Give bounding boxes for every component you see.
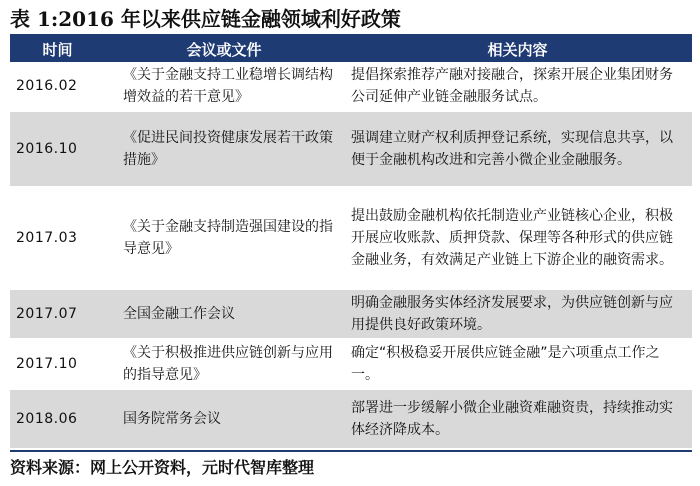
row-document: 全国金融工作会议 — [123, 306, 235, 322]
header-document: 会议或文件 — [186, 40, 262, 59]
policy-table — [10, 62, 692, 450]
row-date: 2016.10 — [16, 141, 78, 157]
table-row — [10, 62, 692, 112]
row-date: 2017.07 — [16, 306, 78, 322]
table-title: 表 1:2016 年以来供应链金融领域利好政策 — [10, 7, 401, 31]
row-document: 《促进民间投资健康发展若干政策措施》 — [123, 130, 333, 168]
header-content: 相关内容 — [487, 40, 548, 59]
header-time: 时间 — [42, 40, 73, 59]
row-date: 2016.02 — [16, 78, 78, 94]
row-content: 明确金融服务实体经济发展要求，为供应链创新与应用提供良好政策环境。 — [351, 295, 673, 333]
row-document: 《关于积极推进供应链创新与应用的指导意见》 — [123, 345, 333, 383]
row-content: 确定“积极稳妥开展供应链金融”是六项重点工作之一。 — [351, 345, 660, 383]
table-header — [10, 36, 692, 62]
table-row — [10, 290, 692, 340]
table-row — [10, 340, 692, 390]
table-row — [10, 112, 692, 188]
row-document: 《关于金融支持工业稳增长调结构增效益的若干意见》 — [123, 67, 333, 105]
row-content: 提出鼓励金融机构依托制造业产业链核心企业，积极开展应收账款、质押贷款、保理等各种形式的供应链金融业务，有效满足产业链上下游企业的融资需求。 — [351, 208, 673, 268]
row-content: 提倡探索推荐产融对接融合，探索开展企业集团财务公司延伸产业链金融服务试点。 — [351, 67, 673, 105]
row-content: 部署进一步缓解小微企业融资难融资贵，持续推动实体经济降成本。 — [351, 400, 673, 438]
bottom-rule — [10, 450, 692, 452]
row-document: 国务院常务会议 — [123, 411, 221, 427]
row-date: 2018.06 — [16, 411, 78, 427]
table-row — [10, 390, 692, 450]
row-content: 强调建立财产权利质押登记系统，实现信息共享，以便于金融机构改进和完善小微企业金融服务。 — [351, 130, 673, 168]
source-note: 资料来源：网上公开资料，元时代智库整理 — [10, 458, 315, 477]
table-row — [10, 188, 692, 290]
row-document: 《关于金融支持制造强国建设的指导意见》 — [123, 219, 333, 257]
row-date: 2017.10 — [16, 356, 78, 372]
row-date: 2017.03 — [16, 230, 78, 246]
